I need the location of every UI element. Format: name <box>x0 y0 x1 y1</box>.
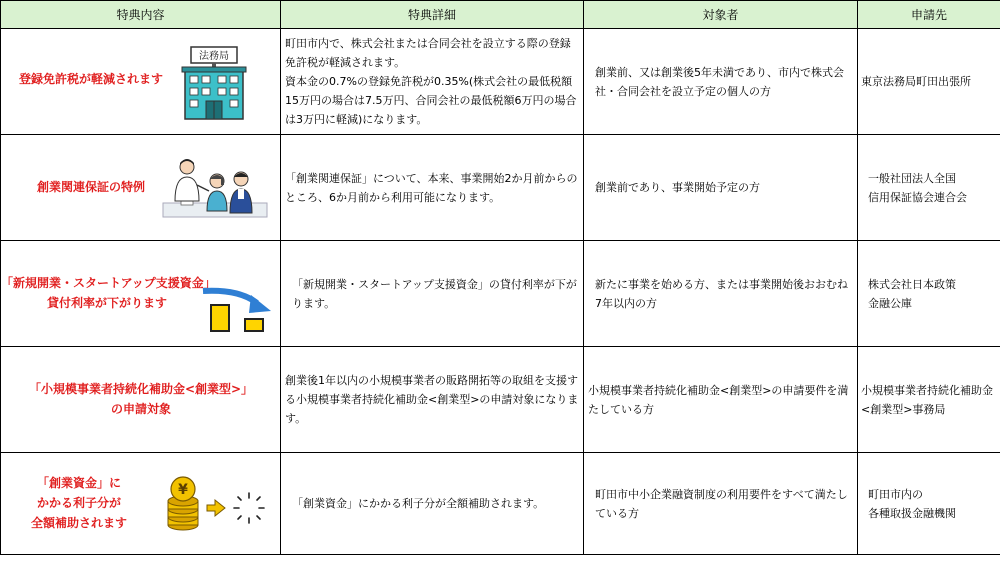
table-row <box>1 135 1000 241</box>
header-target: 対象者 <box>584 1 858 29</box>
apply-cell: 東京法務局町田出張所 <box>858 29 1000 135</box>
interest-rate-decrease-chart-icon <box>199 287 275 335</box>
table-row <box>1 347 1000 453</box>
detail-cell: 創業後1年以内の小規模事業者の販路開拓等の取組を支援する小規模事業者持続化補助金<創業型>の申請対象になります。 <box>281 347 584 453</box>
header-apply-to: 申請先 <box>858 1 1000 29</box>
table-row <box>1 453 1000 555</box>
benefit-cell <box>1 135 281 241</box>
detail-cell: 町田市内で、株式会社または合同会社を設立する際の登録免許税が軽減されます。 資本金の0.7%の登録免許税が0.35%(株式会社の最低税額15万円の場合は7.5万円、合同会社の最低税額6万円の場合は3万円に軽減)になります。 <box>281 29 584 135</box>
target-cell: 創業前であり、事業開始予定の方 <box>584 135 858 241</box>
apply-cell: 小規模事業者持続化補助金<創業型>事務局 <box>858 347 1000 453</box>
benefit-cell <box>1 453 281 555</box>
benefit-title: 「創業資金」に かかる利子分が 全額補助されます <box>30 476 127 530</box>
table-row <box>1 241 1000 347</box>
target-cell: 小規模事業者持続化補助金<創業型>の申請要件を満たしている方 <box>584 347 858 453</box>
benefit-cell <box>1 241 281 347</box>
consultation-people-icon <box>161 155 271 225</box>
header-benefit-content: 特典内容 <box>1 1 281 29</box>
benefit-cell <box>1 347 281 453</box>
detail-cell: 「創業関連保証」について、本来、事業開始2か月前からのところ、6か月前から利用可能になります。 <box>281 135 584 241</box>
table-header-row <box>1 1 1000 29</box>
benefit-title: 「小規模事業者持続化補助金<創業型>」 の申請対象 <box>28 382 254 416</box>
benefit-cell <box>1 29 281 135</box>
apply-cell: 一般社団法人全国 信用保証協会連合会 <box>858 135 1000 241</box>
benefit-title: 「新規開業・スタートアップ支援資金」 貸付利率が下がります <box>1 276 216 310</box>
legal-affairs-bureau-building-icon <box>179 43 249 123</box>
apply-cell: 町田市内の 各種取扱金融機関 <box>858 453 1000 555</box>
benefit-title: 登録免許税が軽減されます <box>18 72 163 86</box>
detail-cell: 「新規開業・スタートアップ支援資金」の貸付利率が下がります。 <box>281 241 584 347</box>
yen-coins-vanishing-icon <box>161 475 273 533</box>
header-benefit-detail: 特典詳細 <box>281 1 584 29</box>
apply-cell: 株式会社日本政策 金融公庫 <box>858 241 1000 347</box>
target-cell: 新たに事業を始める方、または事業開始後おおむね7年以内の方 <box>584 241 858 347</box>
target-cell: 町田市中小企業融資制度の利用要件をすべて満たしている方 <box>584 453 858 555</box>
svg-text:法務局: 法務局 <box>199 51 229 62</box>
target-cell: 創業前、又は創業後5年未満であり、市内で株式会社・合同会社を設立予定の個人の方 <box>584 29 858 135</box>
table-row <box>1 29 1000 135</box>
benefit-title: 創業関連保証の特例 <box>36 180 145 194</box>
detail-cell: 「創業資金」にかかる利子分が全額補助されます。 <box>281 453 584 555</box>
svg-text:¥: ¥ <box>178 482 188 498</box>
